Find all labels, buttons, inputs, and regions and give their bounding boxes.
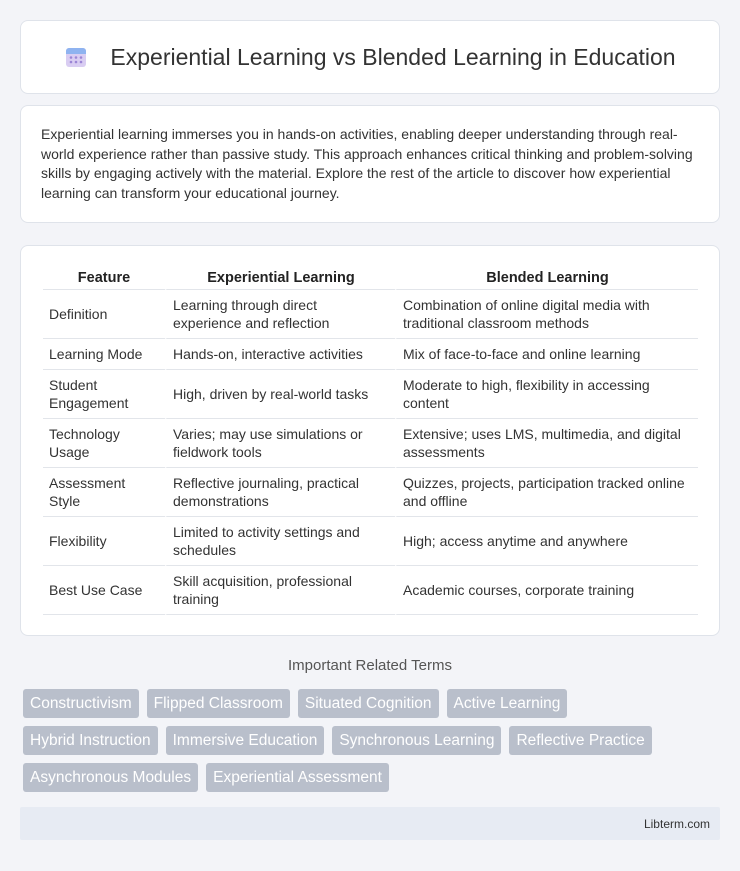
footer-site-link[interactable]: Libterm.com bbox=[643, 816, 710, 831]
intro-text: Experiential learning immerses you in hands-on activities, enabling deeper understanding through real-world experience rather than passive study. This approach enhances critical thinking and problem-solving skills by engaging actively with the material. Explore the rest of the article to discover how experiential learning can transform your educational journey. bbox=[41, 126, 693, 201]
header bbox=[64, 44, 675, 71]
table-cell-blended: Academic courses, corporate training bbox=[395, 566, 698, 615]
table-cell-feature: Assessment Style bbox=[43, 468, 165, 517]
term-row bbox=[23, 726, 723, 755]
table-cell-experiential: Reflective journaling, practical demonstrations bbox=[165, 468, 395, 517]
table-cell-experiential: Varies; may use simulations or fieldwork tools bbox=[165, 419, 395, 468]
table-cell-experiential: Learning through direct experience and reflection bbox=[165, 290, 395, 339]
intro-card bbox=[20, 105, 720, 223]
term-row bbox=[23, 689, 723, 718]
table-row bbox=[43, 566, 698, 615]
table-cell-blended: Mix of face-to-face and online learning bbox=[395, 339, 698, 370]
column-header-blended: Blended Learning bbox=[395, 266, 698, 290]
term-tag[interactable]: Constructivism bbox=[23, 689, 139, 718]
related-terms-title: Important Related Terms bbox=[288, 657, 452, 674]
table-cell-feature: Learning Mode bbox=[43, 339, 165, 370]
table-cell-feature: Student Engagement bbox=[43, 370, 165, 419]
column-header-feature: Feature bbox=[43, 266, 165, 290]
table-cell-blended: Extensive; uses LMS, multimedia, and digital assessments bbox=[395, 419, 698, 468]
table-row bbox=[43, 517, 698, 566]
term-tag[interactable]: Reflective Practice bbox=[509, 726, 651, 755]
table-row bbox=[43, 370, 698, 419]
table-cell-blended: Quizzes, projects, participation tracked online and offline bbox=[395, 468, 698, 517]
table-header-row bbox=[43, 266, 698, 290]
term-tag[interactable]: Immersive Education bbox=[166, 726, 325, 755]
related-terms bbox=[23, 689, 723, 800]
table-cell-experiential: Hands-on, interactive activities bbox=[165, 339, 395, 370]
comparison-table bbox=[43, 266, 698, 615]
header-card bbox=[20, 20, 720, 94]
term-tag[interactable]: Active Learning bbox=[447, 689, 568, 718]
table-cell-feature: Flexibility bbox=[43, 517, 165, 566]
table-cell-blended: Combination of online digital media with traditional classroom methods bbox=[395, 290, 698, 339]
page-title: Experiential Learning vs Blended Learning in Education bbox=[110, 43, 676, 70]
table-cell-experiential: High, driven by real-world tasks bbox=[165, 370, 395, 419]
calendar-icon bbox=[64, 45, 88, 69]
table-cell-feature: Technology Usage bbox=[43, 419, 165, 468]
comparison-card bbox=[20, 245, 720, 636]
footer bbox=[20, 807, 720, 840]
column-header-experiential: Experiential Learning bbox=[165, 266, 395, 290]
table-cell-feature: Definition bbox=[43, 290, 165, 339]
table-row bbox=[43, 419, 698, 468]
term-tag[interactable]: Synchronous Learning bbox=[332, 726, 501, 755]
table-cell-experiential: Limited to activity settings and schedules bbox=[165, 517, 395, 566]
term-row bbox=[23, 763, 723, 792]
table-cell-experiential: Skill acquisition, professional training bbox=[165, 566, 395, 615]
term-tag[interactable]: Experiential Assessment bbox=[206, 763, 389, 792]
table-cell-blended: Moderate to high, flexibility in accessing content bbox=[395, 370, 698, 419]
table-row bbox=[43, 339, 698, 370]
table-cell-blended: High; access anytime and anywhere bbox=[395, 517, 698, 566]
table-row bbox=[43, 290, 698, 339]
term-tag[interactable]: Asynchronous Modules bbox=[23, 763, 198, 792]
term-tag[interactable]: Flipped Classroom bbox=[147, 689, 290, 718]
table-cell-feature: Best Use Case bbox=[43, 566, 165, 615]
term-tag[interactable]: Hybrid Instruction bbox=[23, 726, 158, 755]
term-tag[interactable]: Situated Cognition bbox=[298, 689, 439, 718]
table-row bbox=[43, 468, 698, 517]
